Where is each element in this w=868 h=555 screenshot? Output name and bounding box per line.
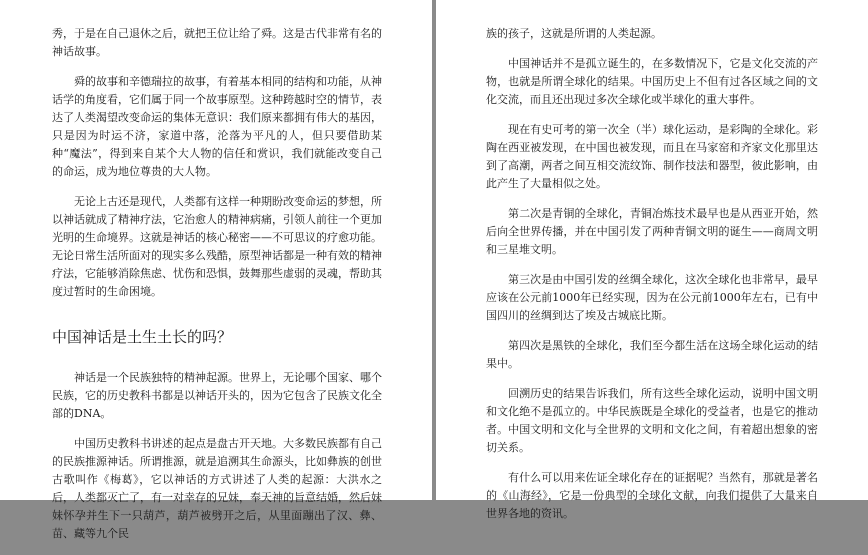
section-heading: 中国神话是土生土长的吗？ (52, 328, 233, 346)
paragraph: 回溯历史的结果告诉我们，所有这些全球化运动，说明中国文明和文化绝不是孤立的。中华民族既是全球化的受益者，也是它的推动者。中国文明和文化与全世界的文明和文化之间，有着超出想象的密切关系。 (486, 387, 818, 454)
paragraph: 第二次是青铜的全球化，青铜冶炼技术最早也是从西亚开始，然后向全世界传播，并在中国引发了两种青铜文明的诞生——商周文明和三星堆文明。 (486, 207, 818, 256)
paragraph: 舜的故事和辛德瑞拉的故事，有着基本相同的结构和功能，从神话学的角度看，它们属于同一个故事原型。这种跨越时空的情节，表达了人类渴望改变命运的集体无意识：我们原来都拥有伟大的基因，只是因为时运不济，家道中落，沦落为平凡的人，但只要借助某种“魔法”，得到来自某个大人物的信任和赏识，我们就能改变自己的命运，成为地位尊贵的大人物。 (52, 75, 382, 178)
paragraph: 中国神话并不是孤立诞生的，在多数情况下，它是文化交流的产物，也就是所谓全球化的结果。中国历史上不但有过各区域之间的文化交流，而且还出现过多次全球化或半球化的重大事件。 (486, 57, 818, 106)
paragraph: 族的孩子，这就是所谓的人类起源。 (486, 27, 662, 40)
left-page (0, 0, 432, 540)
paragraph: 第四次是黑铁的全球化，我们至今都生活在这场全球化运动的结果中。 (486, 339, 818, 370)
right-page-text (486, 25, 818, 535)
paragraph: 有什么可以用来佐证全球化存在的证据呢？当然有，那就是著名的《山海经》，它是一份典型的全球化文献，向我们提供了大量来自世界各地的资讯。 (486, 471, 818, 520)
right-page (436, 0, 868, 520)
paragraph: 无论上古还是现代，人类都有这样一种期盼改变命运的梦想，所以神话就成了精神疗法，它治愈人的精神病痛，引领人前往一个更加光明的生命境界。这就是神话的核心秘密——不可思议的疗愈功能。无论日常生活所面对的现实多么残酷，原型神话都是一种有效的精神疗法，它能够消除焦虑、忧伤和恐惧，鼓舞那些虚弱的灵魂，帮助其度过暂时的生命困境。 (52, 195, 382, 298)
paragraph: 秀，于是在自己退休之后，就把王位让给了舜。这是古代非常有名的神话故事。 (52, 27, 382, 58)
paragraph: 中国历史教科书讲述的起点是盘古开天地。大多数民族都有自己的民族推源神话。所谓推源，就是追溯其生命源头，比如彝族的创世古歌叫作《梅葛》，它以神话的方式讲述了人类的起源：大洪水之后，人类都灭亡了，有一对幸存的兄妹，奉天神的旨意结婚，然后妹妹怀孕并生下一只葫芦，葫芦被劈开之后，从里面蹦出了汉、彝、苗、藏等九个民 (52, 437, 382, 540)
left-page-text (52, 25, 382, 555)
paragraph: 神话是一个民族独特的精神起源。世界上，无论哪个国家、哪个民族，它的历史教科书都是以神话开头的，因为它包含了民族文化全部的DNA。 (52, 371, 382, 420)
paragraph: 第三次是由中国引发的丝绸全球化，这次全球化也非常早，最早应该在公元前1000年已经实现，因为在公元前1000年左右，已有中国四川的丝绸到达了埃及古城底比斯。 (486, 273, 818, 322)
paragraph: 现在有史可考的第一次全（半）球化运动，是彩陶的全球化。彩陶在西亚被发现，在中国也被发现，而且在马家窑和齐家文化那里达到了高潮，两者之间互相交流纹饰、制作技法和器型，彼此影响，由此产生了大量相似之处。 (486, 123, 818, 190)
